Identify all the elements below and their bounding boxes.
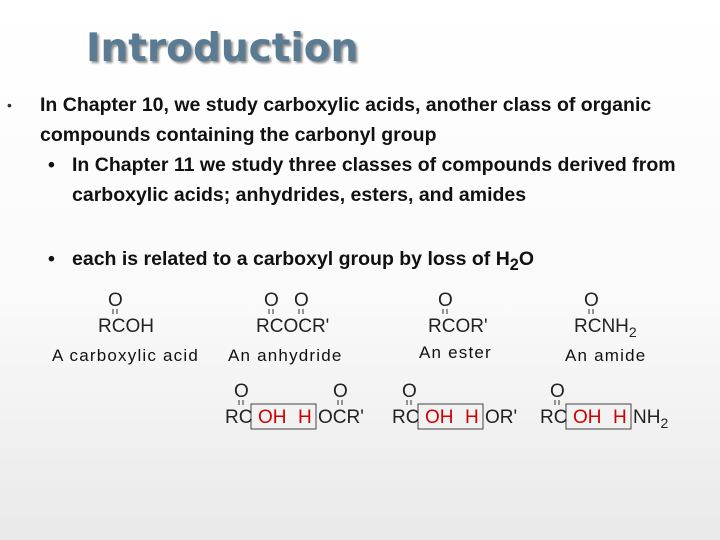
caption: A carboxylic acid <box>52 346 200 365</box>
fragment-right-subscript: 2 <box>660 415 669 431</box>
bullet-dot: • <box>48 154 55 176</box>
hydrogen-label: H <box>465 407 479 428</box>
fragment-left: RC <box>540 407 568 428</box>
amide-formation <box>540 381 668 431</box>
fragment-right: OR' <box>485 407 518 428</box>
caption: An anhydride <box>228 346 343 365</box>
fragment-left: RC <box>392 407 420 428</box>
oxygen-label: O <box>333 381 348 402</box>
hydroxyl-label: OH <box>258 407 287 428</box>
slide-title: Introduction <box>86 26 359 71</box>
oxygen-label: O <box>234 381 249 402</box>
oxygen-label: O <box>402 381 417 402</box>
anhydride-formation <box>225 381 364 429</box>
hydrogen-label: H <box>298 407 312 428</box>
formula: RCOH <box>98 316 154 337</box>
formula-main: RCNH <box>574 316 629 337</box>
oxygen-label: O <box>294 290 309 311</box>
hydroxyl-label: OH <box>425 407 454 428</box>
fragment-right <box>633 407 668 431</box>
ester-structure <box>419 290 492 362</box>
oxygen-label: O <box>108 290 123 311</box>
formula-subscript: 2 <box>628 324 637 340</box>
oxygen-label: O <box>584 290 599 311</box>
bullet-sub-2-subscript: 2 <box>509 255 519 274</box>
anhydride-structure <box>228 290 343 365</box>
caption: An amide <box>565 346 647 365</box>
bullet-sub-2-text: each is related to a carboxyl group by loss of H <box>72 248 510 270</box>
oxygen-label: O <box>264 290 279 311</box>
bullet-dot: • <box>48 248 55 270</box>
formula <box>574 316 637 340</box>
bullet-sub-1-text: In Chapter 11 we study three classes of compounds derived from carboxylic acids; anhydrides, esters, and amides <box>72 154 676 206</box>
formula: RCOR' <box>428 316 488 337</box>
fragment-right: OCR' <box>318 407 364 428</box>
fragment-right-main: NH <box>633 407 661 428</box>
bullet-dot: • <box>7 97 12 113</box>
bullet-sub-2-suffix: O <box>518 248 535 270</box>
amide-structure <box>565 290 646 365</box>
fragment-left: RC <box>225 407 253 428</box>
ester-formation <box>392 381 517 429</box>
oxygen-label: O <box>438 290 453 311</box>
hydroxyl-label: OH <box>573 407 602 428</box>
hydrogen-label: H <box>613 407 627 428</box>
carboxylic-acid-structure <box>52 290 199 365</box>
formula: RCOCR' <box>256 316 330 337</box>
caption: An ester <box>419 343 492 362</box>
oxygen-label: O <box>550 381 565 402</box>
bullet-main-text: In Chapter 10, we study carboxylic acids, another class of organic compounds containing the carbonyl group <box>40 94 652 146</box>
